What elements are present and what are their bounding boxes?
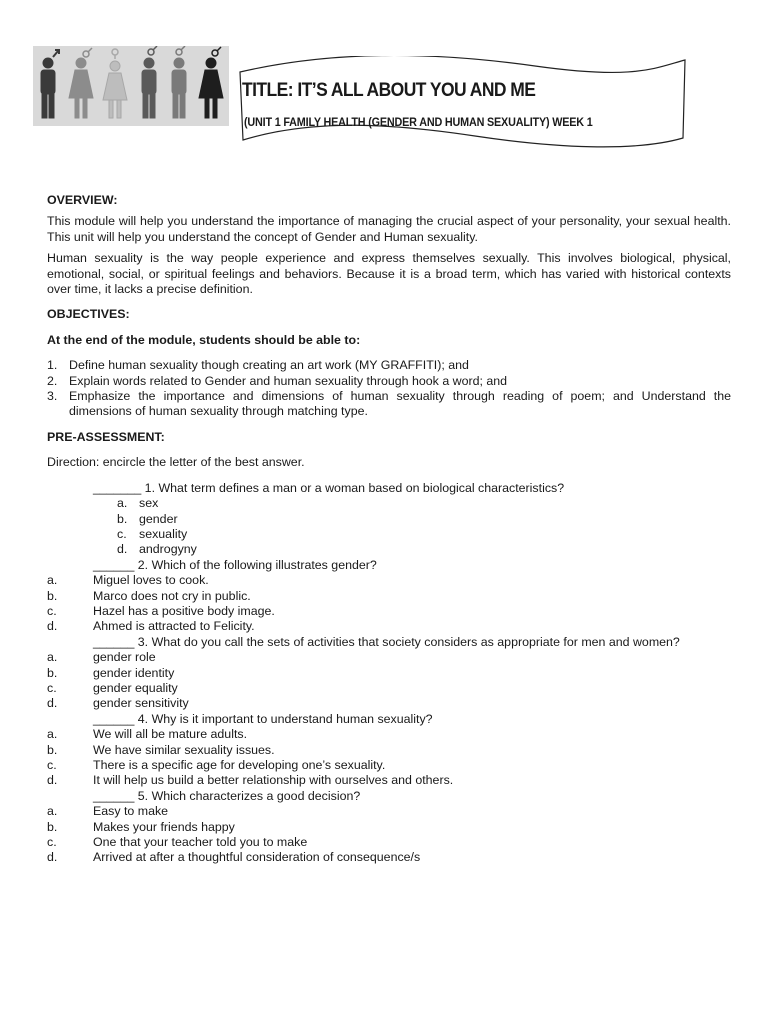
answer-choice[interactable] — [47, 727, 731, 742]
choice-text: We will all be mature adults. — [93, 727, 248, 742]
choice-text: Easy to make — [93, 804, 169, 819]
choice-letter: d. — [47, 773, 58, 788]
choice-text: Hazel has a positive body image. — [93, 603, 275, 618]
title-banner — [235, 56, 690, 156]
answer-choice[interactable] — [47, 743, 731, 758]
answer-choice[interactable] — [47, 696, 731, 711]
choice-text: gender — [139, 511, 178, 526]
question-2: ______ 2. Which of the following illustrates gender? — [93, 557, 377, 572]
choice-letter: d. — [47, 619, 58, 634]
choice-letter: d. — [47, 850, 58, 865]
choice-letter: a. — [47, 650, 58, 665]
choice-letter: c. — [47, 603, 57, 618]
gender-people-figures-icon — [33, 46, 229, 126]
question-3: ______ 3. What do you call the sets of activities that society considers as appropriate for men and women? — [93, 634, 680, 649]
objectives-heading: OBJECTIVES: — [47, 307, 130, 322]
choice-text: androgyny — [139, 542, 197, 557]
choice-letter: d. — [47, 696, 58, 711]
choice-letter: a. — [47, 573, 58, 588]
objective-number: 2. — [47, 373, 58, 388]
answer-choice[interactable] — [47, 604, 731, 619]
answer-choice[interactable] — [47, 650, 731, 665]
question-4: ______ 4. Why is it important to understand human sexuality? — [93, 711, 433, 726]
overview-heading: OVERVIEW: — [47, 193, 118, 207]
choice-letter: c. — [47, 835, 57, 850]
answer-choice[interactable] — [117, 496, 731, 511]
answer-choice[interactable] — [47, 804, 731, 819]
answer-choice[interactable] — [47, 681, 731, 696]
choice-text: sex — [139, 496, 159, 511]
choice-text: gender identity — [93, 665, 175, 680]
objectives-intro: At the end of the module, students should be able to: — [47, 332, 361, 347]
answer-choice[interactable] — [47, 820, 731, 835]
answer-choice[interactable] — [47, 758, 731, 773]
choice-letter: c. — [47, 680, 57, 695]
choice-text: We have similar sexuality issues. — [93, 742, 275, 757]
choice-text: gender equality — [93, 680, 178, 695]
preassessment-heading: PRE-ASSESSMENT: — [47, 429, 165, 444]
choice-letter: b. — [47, 742, 58, 757]
choice-text: Arrived at after a thoughtful consideration of consequence/s — [93, 850, 421, 865]
choice-letter: d. — [117, 542, 128, 557]
module-content — [47, 193, 731, 866]
answer-choice[interactable] — [47, 619, 731, 634]
choice-letter: b. — [117, 511, 128, 526]
answer-choice[interactable] — [117, 512, 731, 527]
choice-text: Marco does not cry in public. — [93, 588, 251, 603]
choice-letter: a. — [47, 804, 58, 819]
objective-text: Explain words related to Gender and human sexuality through hook a word; and — [69, 373, 508, 388]
choice-text: gender role — [93, 650, 156, 665]
choice-letter: a. — [47, 727, 58, 742]
choice-text: Ahmed is attracted to Felicity. — [93, 619, 255, 634]
answer-choice[interactable] — [47, 589, 731, 604]
preassessment-direction: Direction: encircle the letter of the best answer. — [47, 455, 305, 470]
choice-text: It will help us build a better relationship with ourselves and others. — [93, 773, 454, 788]
choice-text: sexuality — [139, 526, 188, 541]
question-1: _______ 1. What term defines a man or a woman based on biological characteristics? — [93, 480, 565, 495]
choice-letter: b. — [47, 588, 58, 603]
answer-choice[interactable] — [47, 773, 731, 788]
answer-choice[interactable] — [47, 573, 731, 588]
choice-text: There is a specific age for developing one’s sexuality. — [93, 758, 386, 772]
answer-choice[interactable] — [47, 666, 731, 681]
choice-letter: a. — [117, 496, 128, 511]
answer-choice[interactable] — [117, 542, 731, 557]
choice-text: Makes your friends happy — [93, 819, 235, 834]
objective-text: Emphasize the importance and dimensions of human sexuality through reading of poem; and Understand the dimensions of human sexuality through matching type. — [69, 389, 731, 419]
objective-number: 3. — [47, 389, 58, 404]
choice-text: Miguel loves to cook. — [93, 573, 209, 588]
objective-item — [47, 374, 731, 389]
question-5: ______ 5. Which characterizes a good decision? — [93, 788, 361, 803]
choice-letter: b. — [47, 819, 58, 834]
objective-item — [47, 358, 731, 373]
choice-text: One that your teacher told you to make — [93, 835, 308, 850]
choice-letter: c. — [117, 526, 127, 541]
choice-letter: c. — [47, 758, 57, 772]
objective-number: 1. — [47, 358, 58, 373]
answer-choice[interactable] — [47, 835, 731, 850]
answer-choice[interactable] — [47, 850, 731, 865]
page-title: TITLE: IT’S ALL ABOUT YOU AND ME — [242, 80, 536, 101]
objective-text: Define human sexuality though creating an art work (MY GRAFFITI); and — [69, 358, 469, 373]
overview-paragraph-2: Human sexuality is the way people experience and express themselves sexually. This involves biological, physical, emotional, social, or spiritual feelings and behaviors. Because it is a broad term, which has varied with historical contexts over time, it lacks a precise definition. — [47, 251, 731, 297]
overview-paragraph-1: This module will help you understand the importance of managing the crucial aspect of your personality, your sexual health. This unit will help you understand the concept of Gender and Human sexuality. — [47, 214, 731, 244]
unit-subtitle: (UNIT 1 FAMILY HEALTH (GENDER AND HUMAN SEXUALITY) WEEK 1 — [244, 115, 593, 129]
choice-text: gender sensitivity — [93, 696, 189, 711]
choice-letter: b. — [47, 665, 58, 680]
objective-item — [47, 389, 731, 420]
answer-choice[interactable] — [117, 527, 731, 542]
